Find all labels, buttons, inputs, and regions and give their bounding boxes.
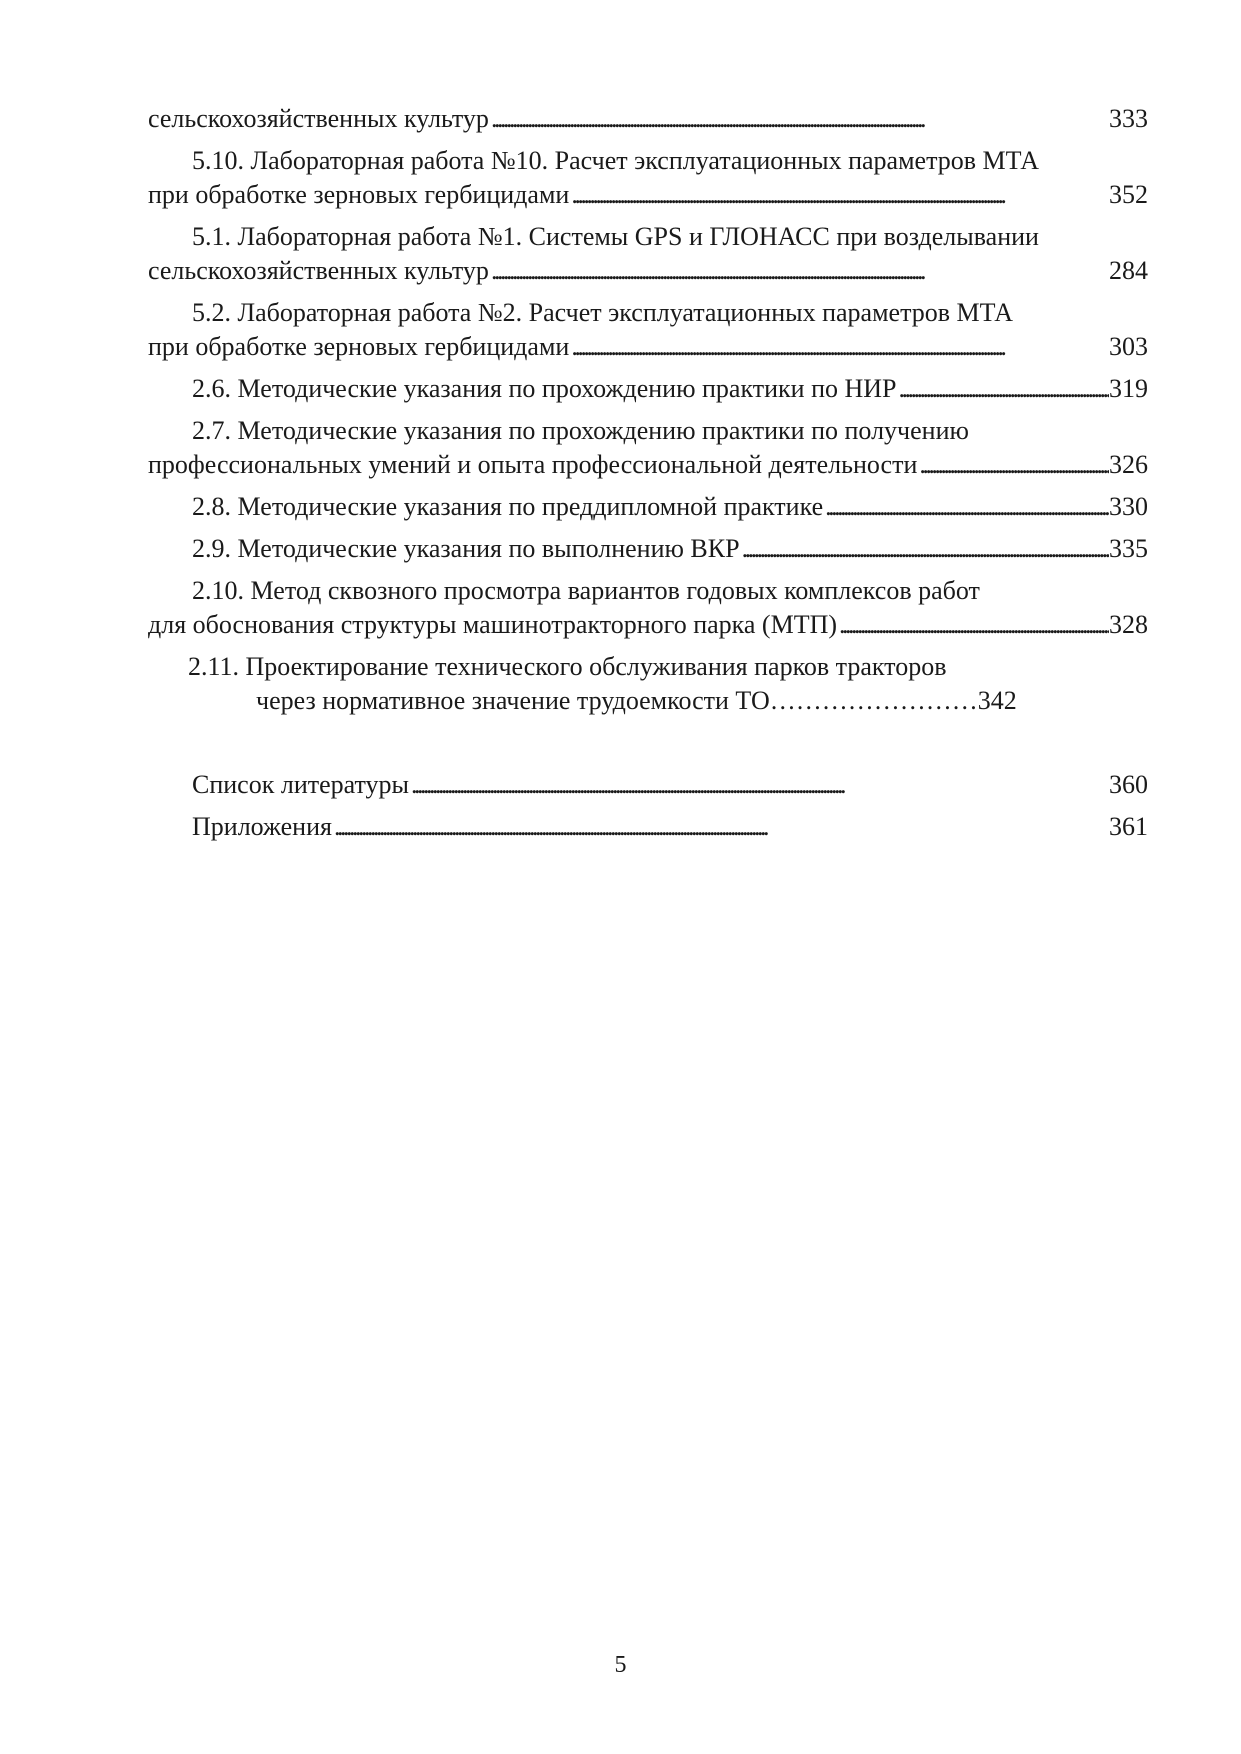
toc-entry-last-line bbox=[148, 532, 1148, 566]
toc-entry-last-line bbox=[148, 768, 1148, 802]
table-of-contents bbox=[148, 102, 1148, 852]
toc-entry-text: сельскохозяйственных культур bbox=[148, 256, 489, 285]
toc-entry[interactable] bbox=[148, 532, 1148, 566]
toc-entry-text: при обработке зерновых гербицидами bbox=[148, 180, 570, 209]
toc-entry-text: 2.9. Методические указания по выполнению ВКР bbox=[192, 534, 740, 563]
dot-leader bbox=[332, 810, 1109, 844]
toc-entry[interactable] bbox=[148, 296, 1148, 364]
toc-entry[interactable] bbox=[148, 650, 1148, 718]
toc-entry-last-line bbox=[148, 810, 1148, 844]
toc-entry-last-line bbox=[148, 254, 1148, 288]
toc-entry-text: 2.11. Проектирование технического обслуживания парков тракторов bbox=[188, 652, 947, 681]
toc-entry-last-line bbox=[148, 178, 1148, 212]
spacer bbox=[148, 726, 1148, 768]
toc-page-number: 319 bbox=[1109, 374, 1148, 403]
dot-leader bbox=[409, 768, 1109, 802]
toc-page-number: 360 bbox=[1109, 770, 1148, 799]
dot-leader bbox=[837, 608, 1109, 642]
ellipsis-leader: …………………… bbox=[769, 686, 978, 715]
toc-entry-text: для обоснования структуры машинотракторного парка (МТП) bbox=[148, 610, 838, 639]
toc-entry-last-line bbox=[148, 608, 1148, 642]
toc-entry-bibliography[interactable] bbox=[148, 768, 1148, 802]
toc-entry-text: 5.2. Лабораторная работа №2. Расчет эксплуатационных параметров МТА bbox=[192, 298, 1014, 327]
toc-page-number: 361 bbox=[1109, 812, 1148, 841]
toc-entry[interactable] bbox=[148, 144, 1148, 212]
toc-entry-last-line bbox=[148, 372, 1148, 406]
toc-entry[interactable] bbox=[148, 414, 1148, 482]
toc-entry[interactable] bbox=[148, 490, 1148, 524]
toc-entry-text: Приложения bbox=[192, 812, 332, 841]
toc-entry-last-line bbox=[148, 490, 1148, 524]
toc-entry-text: 2.7. Методические указания по прохождению практики по получению bbox=[192, 416, 969, 445]
toc-entry-text: сельскохозяйственных культур bbox=[148, 104, 489, 133]
toc-entry-text: 2.10. Метод сквозного просмотра вариантов годовых комплексов работ bbox=[192, 576, 980, 605]
toc-entry-last-line bbox=[148, 684, 1148, 718]
toc-entry[interactable] bbox=[148, 574, 1148, 642]
toc-entry[interactable] bbox=[148, 220, 1148, 288]
toc-entry-text: 2.6. Методические указания по прохождению практики по НИР bbox=[192, 374, 897, 403]
dot-leader bbox=[489, 254, 1109, 288]
toc-entry-text: 2.8. Методические указания по преддипломной практике bbox=[192, 492, 824, 521]
toc-page-number: 303 bbox=[1109, 332, 1148, 361]
toc-page-number: 330 bbox=[1109, 492, 1148, 521]
toc-page-number: 335 bbox=[1109, 534, 1148, 563]
toc-entry-last-line bbox=[148, 330, 1148, 364]
toc-page-number: 328 bbox=[1109, 610, 1148, 639]
toc-entry[interactable] bbox=[148, 372, 1148, 406]
dot-leader bbox=[569, 330, 1109, 364]
dot-leader bbox=[823, 490, 1109, 524]
dot-leader bbox=[897, 372, 1109, 406]
toc-entry[interactable] bbox=[148, 102, 1148, 136]
toc-entry-text: через нормативное значение трудоемкости ТО bbox=[256, 686, 770, 715]
page-number: 5 bbox=[614, 1652, 627, 1678]
toc-entry-last-line bbox=[148, 448, 1148, 482]
dot-leader bbox=[489, 102, 1109, 136]
toc-page-number: 326 bbox=[1109, 450, 1148, 479]
toc-entry-last-line bbox=[148, 102, 1148, 136]
toc-entry-appendices[interactable] bbox=[148, 810, 1148, 844]
toc-page-number: 333 bbox=[1109, 104, 1148, 133]
toc-entry-text: 5.1. Лабораторная работа №1. Системы GPS и ГЛОНАСС при возделывании bbox=[192, 222, 1039, 251]
dot-leader bbox=[917, 448, 1109, 482]
dot-leader bbox=[569, 178, 1109, 212]
toc-page-number: 352 bbox=[1109, 180, 1148, 209]
toc-entry-text: Список литературы bbox=[192, 770, 409, 799]
toc-page-number: 284 bbox=[1109, 256, 1148, 285]
dot-leader bbox=[740, 532, 1109, 566]
toc-entry-text: профессиональных умений и опыта профессиональной деятельности bbox=[148, 450, 918, 479]
toc-entry-text: 5.10. Лабораторная работа №10. Расчет эксплуатационных параметров МТА bbox=[192, 146, 1040, 175]
toc-page-number: 342 bbox=[977, 686, 1017, 715]
toc-entry-text: при обработке зерновых гербицидами bbox=[148, 332, 570, 361]
